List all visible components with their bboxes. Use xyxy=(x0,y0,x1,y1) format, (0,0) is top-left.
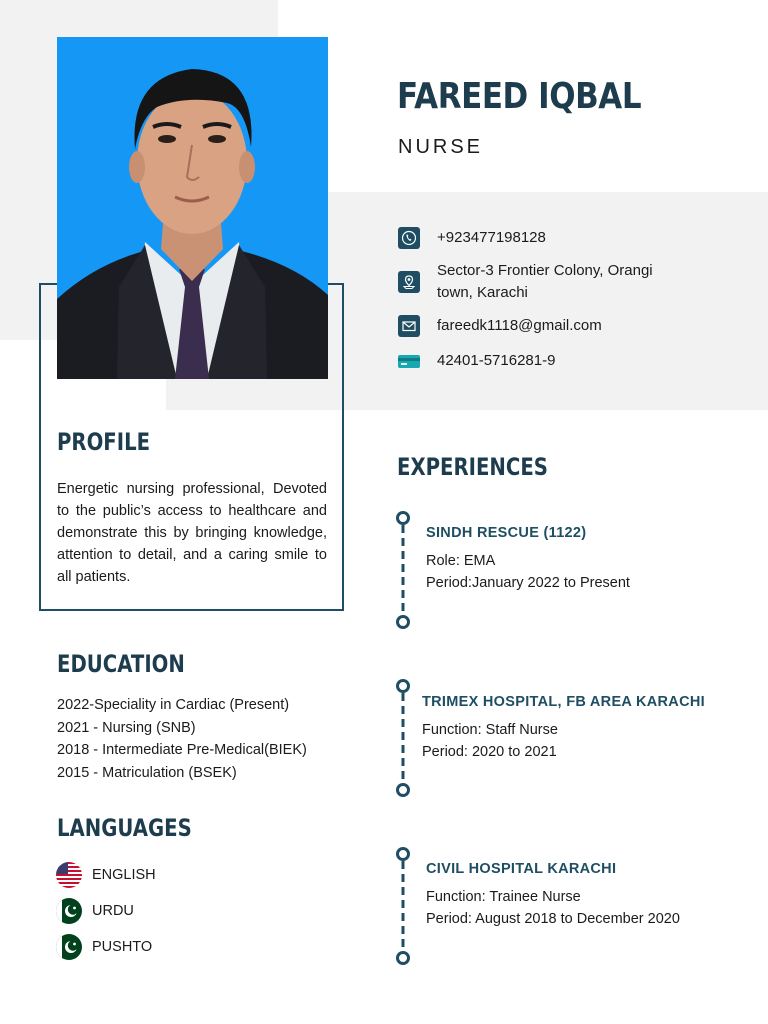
profile-heading: PROFILE xyxy=(57,428,151,456)
contact-address-text: Sector-3 Frontier Colony, Orangi town, Karachi xyxy=(437,262,653,301)
us-flag-icon xyxy=(56,862,82,888)
contact-phone-text: +923477198128 xyxy=(437,229,546,246)
experience-item xyxy=(422,694,705,763)
experience-detail: Function: Trainee Nurse xyxy=(426,889,581,905)
language-item-english xyxy=(56,862,156,888)
timeline-connector xyxy=(395,846,411,968)
language-label: URDU xyxy=(92,903,134,919)
candidate-role: NURSE xyxy=(398,136,484,158)
timeline-connector xyxy=(395,510,411,632)
timeline-connector xyxy=(395,678,411,800)
contact-email-text: fareedk1118@gmail.com xyxy=(437,317,602,334)
person-portrait-icon xyxy=(57,37,328,379)
experience-period: Period: 2020 to 2021 xyxy=(422,744,557,760)
experience-detail: Function: Staff Nurse xyxy=(422,722,558,738)
experience-item xyxy=(426,525,630,594)
language-label: PUSHTO xyxy=(92,939,153,955)
experiences-heading: EXPERIENCES xyxy=(397,453,548,481)
contact-phone xyxy=(398,227,687,249)
contact-id-text: 42401-5716281-9 xyxy=(437,352,556,369)
email-icon xyxy=(398,315,420,337)
language-item-urdu xyxy=(56,898,134,924)
candidate-name: FAREED IQBAL xyxy=(397,76,642,117)
list-item: 2021 - Nursing (SNB) xyxy=(57,719,196,736)
experience-title: TRIMEX HOSPITAL, FB AREA KARACHI xyxy=(422,694,705,710)
profile-text: Energetic nursing professional, Devoted to the public’s access to healthcare and demonstrate this by bringing knowledge, attention to detail, and a caring smile to all patients. xyxy=(57,481,327,585)
experience-detail: Role: EMA xyxy=(426,553,496,569)
contact-id-card xyxy=(398,350,687,372)
experience-item xyxy=(426,861,686,930)
languages-heading: LANGUAGES xyxy=(57,814,192,842)
language-label: ENGLISH xyxy=(92,867,156,883)
experience-period: Period:January 2022 to Present xyxy=(426,575,630,591)
location-icon xyxy=(398,271,420,293)
language-item-pushto xyxy=(56,934,152,960)
profile-photo xyxy=(57,37,328,379)
experience-title: CIVIL HOSPITAL KARACHI xyxy=(426,861,617,877)
experience-period: Period: August 2018 to December 2020 xyxy=(426,911,680,927)
list-item: 2022-Speciality in Cardiac (Present) xyxy=(57,697,290,713)
education-heading: EDUCATION xyxy=(57,650,185,678)
contact-address xyxy=(398,260,687,304)
experience-title: SINDH RESCUE (1122) xyxy=(426,525,587,541)
pakistan-flag-icon xyxy=(56,934,82,960)
education-list xyxy=(57,694,307,784)
list-item: 2018 - Intermediate Pre-Medical(BIEK) xyxy=(57,742,307,758)
list-item: 2015 - Matriculation (BSEK) xyxy=(57,764,237,781)
pakistan-flag-icon xyxy=(56,898,82,924)
id-card-icon xyxy=(398,350,420,372)
phone-icon xyxy=(398,227,420,249)
contact-email xyxy=(398,315,687,337)
